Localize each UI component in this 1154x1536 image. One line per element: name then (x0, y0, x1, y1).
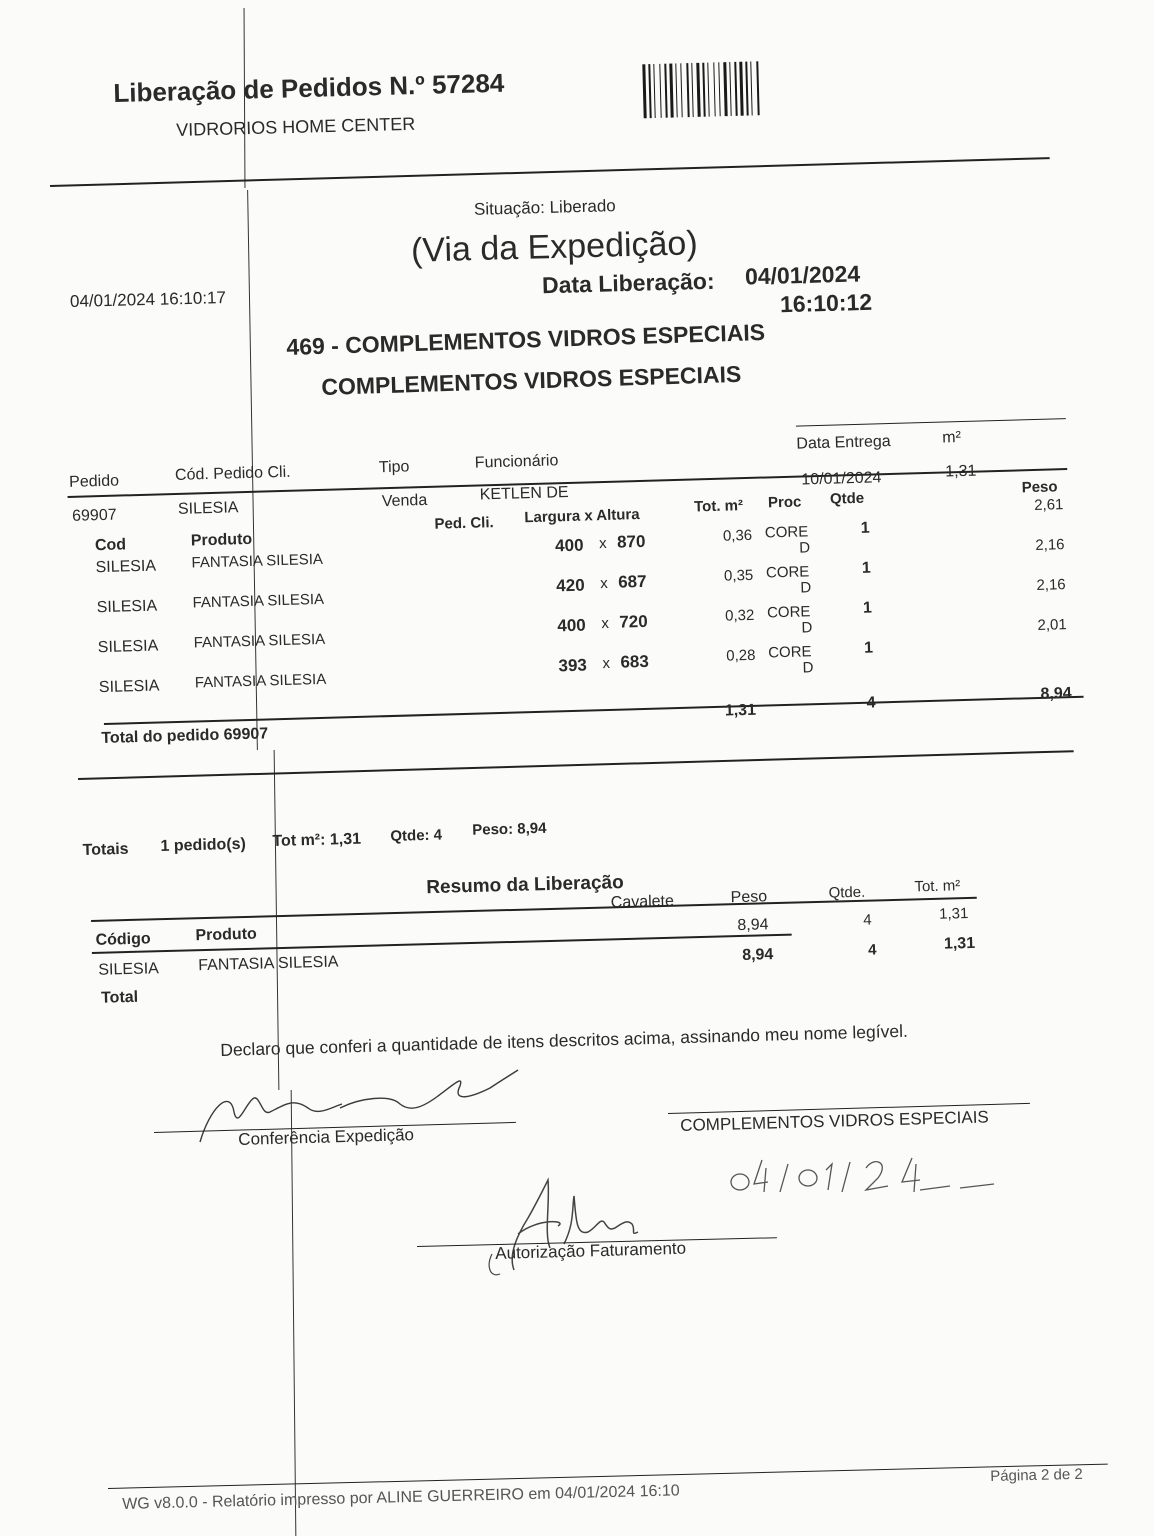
item-peso: 2,01 (1037, 616, 1067, 634)
item-altura: 870 (616, 531, 646, 552)
totais-tot-m2: Tot m²: 1,31 (272, 830, 362, 851)
value-funcionario: KETLEN DE (479, 483, 569, 504)
item-tot-m2: 0,35 (723, 566, 754, 585)
item-peso: 2,61 (1033, 496, 1064, 514)
barcode (640, 58, 822, 123)
dimension-separator: x (601, 614, 610, 633)
value-tipo: Venda (381, 491, 428, 511)
item-proc2: D (799, 539, 811, 557)
col-cod: Cod (94, 536, 127, 555)
cliente-title: 469 - COMPLEMENTOS VIDROS ESPECIAIS (286, 318, 766, 360)
fold-line (291, 1090, 297, 1536)
data-liberacao-time: 16:10:12 (779, 288, 873, 318)
label-cod-pedido-cli: Cód. Pedido Cli. (174, 463, 291, 484)
item-largura: 420 (555, 575, 585, 596)
col-largura-altura: Largura x Altura (524, 506, 640, 527)
label-autorizacao: Autorização Faturamento (495, 1238, 687, 1263)
item-proc1: CORE (767, 643, 812, 662)
item-produto: FANTASIA SILESIA (193, 630, 326, 652)
item-peso: 2,16 (1035, 536, 1065, 554)
item-altura: 720 (619, 611, 648, 632)
value-data-entrega: 10/01/2024 (801, 469, 882, 489)
item-largura: 400 (557, 615, 587, 636)
value-pedido: 69907 (71, 506, 117, 525)
resumo-row-peso: 8,94 (737, 916, 769, 935)
via-label: (Via da Expedição) (410, 224, 699, 270)
label-pedido: Pedido (68, 472, 120, 491)
item-cod: SILESIA (96, 597, 158, 617)
item-produto: FANTASIA SILESIA (194, 670, 327, 692)
value-m2: 1,31 (944, 462, 977, 481)
item-cod: SILESIA (97, 637, 159, 657)
print-datetime: 04/01/2024 16:10:17 (69, 287, 227, 312)
order-total-peso: 8,94 (1040, 684, 1072, 703)
order-total-m2: 1,31 (724, 701, 757, 720)
label-data-entrega: Data Entrega (796, 432, 891, 453)
order-block-bottom-rule (78, 750, 1074, 780)
col-peso: Peso (1021, 478, 1058, 497)
col-ped-cli: Ped. Cli. (434, 514, 494, 533)
dimension-separator: x (602, 654, 611, 673)
label-cliente: COMPLEMENTOS VIDROS ESPECIAIS (680, 1107, 990, 1135)
resumo-total-tot-m2: 1,31 (943, 934, 976, 953)
dimension-separator: x (599, 574, 608, 593)
resumo-col-qtde: Qtde. (828, 883, 866, 902)
situacao: Situação: Liberado (473, 196, 616, 219)
item-altura: 687 (617, 571, 647, 592)
totais-pedidos: 1 pedido(s) (160, 835, 247, 855)
item-proc2: D (802, 659, 814, 677)
item-tot-m2: 0,28 (726, 646, 756, 665)
resumo-col-peso: Peso (730, 888, 768, 907)
col-qtde: Qtde (829, 489, 865, 508)
item-largura: 400 (554, 535, 584, 556)
item-proc2: D (800, 579, 812, 597)
cliente-subtitle: COMPLEMENTOS VIDROS ESPECIAIS (321, 360, 742, 400)
item-qtde: 1 (862, 599, 873, 617)
resumo-row-codigo: SILESIA (98, 960, 160, 979)
label-funcionario: Funcionário (474, 452, 559, 472)
resumo-total-qtde: 4 (867, 941, 877, 959)
resumo-col-produto: Produto (195, 925, 258, 945)
resumo-row-qtde: 4 (863, 911, 872, 929)
item-tot-m2: 0,32 (724, 606, 755, 625)
item-peso: 2,16 (1036, 576, 1066, 594)
item-largura: 393 (558, 655, 588, 676)
item-proc1: CORE (766, 603, 811, 622)
col-proc: Proc (767, 493, 802, 512)
resumo-total-peso: 8,94 (741, 946, 774, 964)
signature-autorizacao (478, 1174, 658, 1284)
item-proc1: CORE (764, 523, 809, 542)
declaracao-text: Declaro que conferi a quantidade de itens descritos acima, assinando meu nome legível. (220, 1020, 909, 1060)
item-cod: SILESIA (95, 557, 157, 577)
item-proc2: D (801, 619, 813, 637)
totais-label: Totais (82, 840, 129, 859)
item-tot-m2: 0,36 (722, 526, 753, 545)
resumo-col-codigo: Código (95, 930, 151, 949)
item-produto: FANTASIA SILESIA (191, 550, 324, 572)
totais-qtde: Qtde: 4 (390, 826, 443, 845)
data-liberacao-label: Data Liberação: (541, 267, 715, 299)
item-qtde: 1 (863, 639, 874, 657)
resumo-row-tot-m2: 1,31 (938, 905, 969, 923)
col-produto: Produto (190, 530, 253, 550)
resumo-col-tot-m2: Tot. m² (914, 877, 961, 896)
resumo-block (90, 857, 983, 1020)
item-cod: SILESIA (98, 677, 160, 697)
value-cod-pedido-cli: SILESIA (177, 499, 239, 518)
company-name: VIDRORIOS HOME CENTER (176, 113, 416, 140)
item-produto: FANTASIA SILESIA (192, 590, 325, 612)
handwritten-date (724, 1150, 1004, 1200)
label-m2: m² (942, 429, 962, 447)
dimension-separator: x (598, 534, 607, 553)
resumo-total-label: Total (100, 988, 139, 1007)
order-total-label: Total do pedido 69907 (101, 725, 269, 747)
item-qtde: 1 (861, 559, 872, 577)
order-top-rule (796, 418, 1066, 427)
label-tipo: Tipo (378, 458, 410, 477)
resumo-row-produto: FANTASIA SILESIA (198, 953, 339, 975)
totais-peso: Peso: 8,94 (472, 819, 547, 839)
footer-printed-by: WG v8.0.0 - Relatório impresso por ALINE GUERREIRO em 04/01/2024 16:10 (122, 1482, 680, 1513)
item-altura: 683 (620, 651, 650, 672)
totais-row (82, 810, 683, 859)
order-total-qtde: 4 (866, 694, 876, 712)
item-proc1: CORE (765, 563, 810, 582)
page-title: Liberação de Pedidos N.º 57284 (113, 67, 505, 108)
resumo-title: Resumo da Liberação (426, 872, 624, 899)
col-tot-m2: Tot. m² (693, 497, 744, 516)
resumo-col-cavalete: Cavalete (610, 892, 675, 912)
footer-page: Página 2 de 2 (990, 1465, 1083, 1485)
item-qtde: 1 (860, 519, 870, 537)
header-rule (50, 157, 1050, 187)
data-liberacao-date: 04/01/2024 (744, 260, 861, 290)
label-conferencia: Conferência Expedição (238, 1125, 415, 1149)
